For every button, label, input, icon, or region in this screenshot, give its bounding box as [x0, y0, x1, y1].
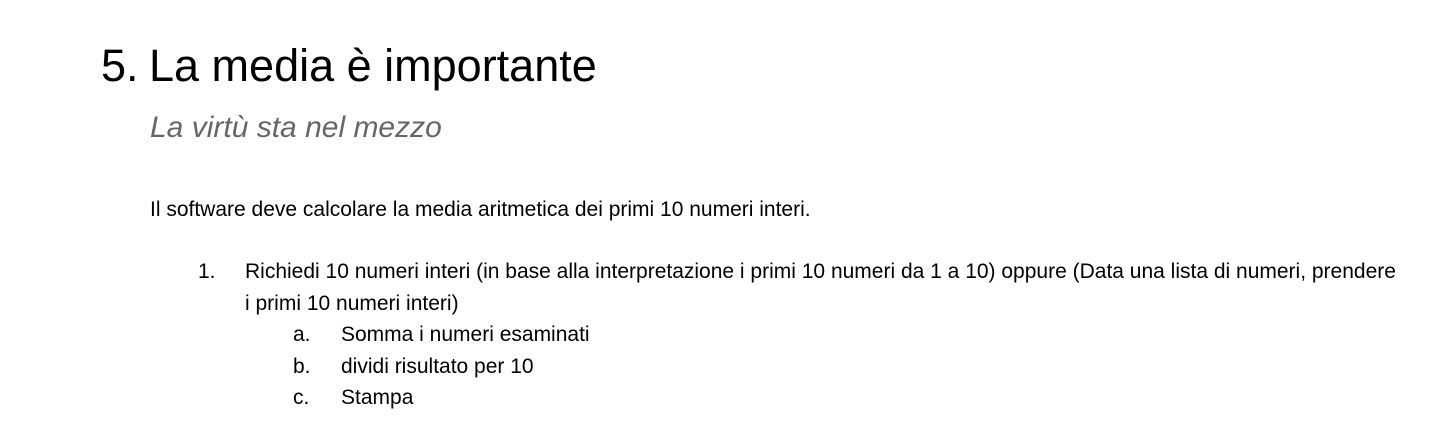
sub-item-marker: c.: [293, 386, 310, 409]
sub-item-text: Stampa: [341, 386, 414, 409]
sub-item-marker: b.: [293, 355, 311, 378]
section-subtitle: La virtù sta nel mezzo: [150, 111, 442, 144]
section-title: La media è importante: [149, 40, 597, 91]
sub-item-text: Somma i numeri esaminati: [341, 323, 590, 346]
list-item-text: Richiedi 10 numeri interi (in base alla interpretazione i primi 10 numeri da 1 a 10) oppure (Data una lista di numeri, prendere i primi 10 numeri interi): [245, 260, 1396, 315]
section-number: 5.: [101, 40, 139, 91]
section-heading: [101, 38, 597, 94]
intro-paragraph: Il software deve calcolare la media aritmetica dei primi 10 numeri interi.: [150, 198, 811, 221]
list-item-marker: 1.: [198, 260, 216, 283]
sub-item-marker: a.: [293, 323, 311, 346]
sub-item-text: dividi risultato per 10: [341, 355, 534, 378]
